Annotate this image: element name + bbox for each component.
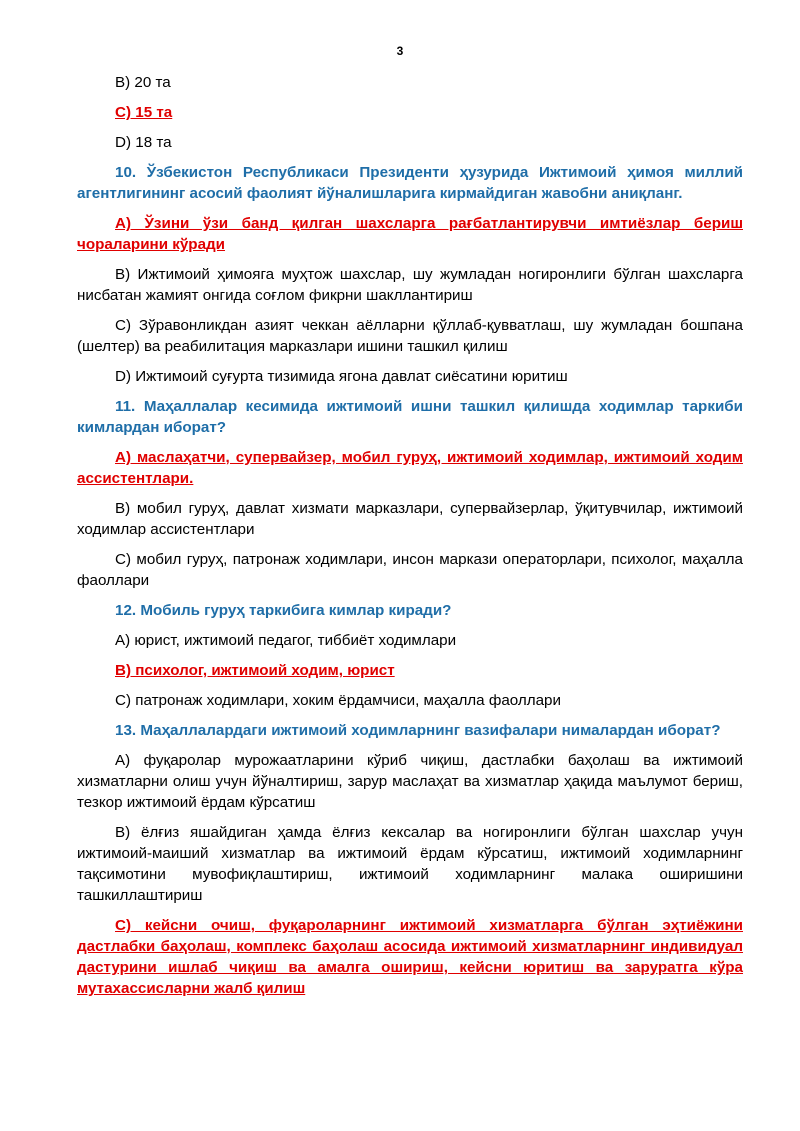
- option-b-q10: B) Ижтимоий ҳимояга муҳтож шахслар, шу жумладан ногиронлиги бўлган шахсларга нисбатан жамият онгида соғлом фикрни шакллантириш: [77, 266, 743, 304]
- correct-answer-q11: A) маслаҳатчи, супервайзер, мобил гуруҳ, ижтимоий ходимлар, ижтимоий ходим ассистентлари.: [77, 449, 743, 487]
- option-b-q11: B) мобил гуруҳ, давлат хизмати марказлари, супервайзерлар, ўқитувчилар, ижтимоий ходимлар ассистентлари: [77, 500, 743, 538]
- option-a-q13: A) фуқаролар мурожаатларини кўриб чиқиш, дастлабки баҳолаш ва ижтимоий хизматларни олиш учун йўналтириш, зарур маслаҳат ва хизматлар ҳақида маълумот бериш, тезкор ижтимоий ёрдам кўрсатиш: [77, 752, 743, 811]
- correct-answer-q9: C) 15 та: [115, 104, 173, 121]
- question-11: 11. Маҳаллалар кесимида ижтимоий ишни ташкил қилишда ходимлар таркиби кимлардан иборат?: [77, 398, 743, 436]
- option-b-q13: B) ёлғиз яшайдиган ҳамда ёлғиз кексалар ва ногиронлиги бўлган шахслар учун ижтимоий-маиший хизматлар ва ижтимоий ёрдам кўрсатиш, ижтимоий ходимларнинг тақсимотини мувофиқлаштириш, ижтимоий ходимларнинг малака оширишини ташкиллаштириш: [77, 824, 743, 904]
- option-a-q12: A) юрист, ижтимоий педагог, тиббиёт ходимлари: [115, 632, 457, 649]
- page-number: 3: [396, 44, 404, 58]
- question-12: 12. Мобиль гуруҳ таркибига кимлар киради?: [115, 602, 452, 619]
- option-c-q12: C) патронаж ходимлари, хоким ёрдамчиси, маҳалла фаоллари: [115, 692, 561, 709]
- option-d-q10: D) Ижтимоий суғурта тизимида ягона давлат сиёсатини юритиш: [115, 368, 568, 385]
- correct-answer-q13: C) кейсни очиш, фуқароларнинг ижтимоий хизматларга бўлган эҳтиёжини дастлабки баҳолаш, комплекс баҳолаш асосида ижтимоий хизматларнинг индивидуал дастурини ишлаб чиқиш ва амалга ошириш, кейсни юритиш ва заруратга кўра мутахассисларни жалб қилиш: [77, 917, 743, 997]
- page-content: [77, 72, 743, 1008]
- option-c-q11: C) мобил гуруҳ, патронаж ходимлари, инсон маркази операторлари, психолог, маҳалла фаоллари: [77, 551, 743, 589]
- question-13: 13. Маҳаллалардаги ижтимоий ходимларнинг вазифалари нималардан иборат?: [115, 722, 721, 739]
- option-b-q9: B) 20 та: [115, 74, 171, 91]
- correct-answer-q10: A) Ўзини ўзи банд қилган шахсларга рағбатлантирувчи имтиёзлар бериш чораларини кўради: [77, 215, 743, 253]
- option-c-q10: C) Зўравонликдан азият чеккан аёлларни қўллаб-қувватлаш, шу жумладан бошпана (шелтер) ва реабилитация марказлари ишини ташкил қилиш: [77, 317, 743, 355]
- correct-answer-q12: B) психолог, ижтимоий ходим, юрист: [115, 662, 395, 679]
- question-10: 10. Ўзбекистон Республикаси Президенти ҳузурида Ижтимоий ҳимоя миллий агентлигининг асосий фаолият йўналишларига кирмайдиган жавобни аниқланг.: [77, 164, 743, 202]
- option-d-q9: D) 18 та: [115, 134, 172, 151]
